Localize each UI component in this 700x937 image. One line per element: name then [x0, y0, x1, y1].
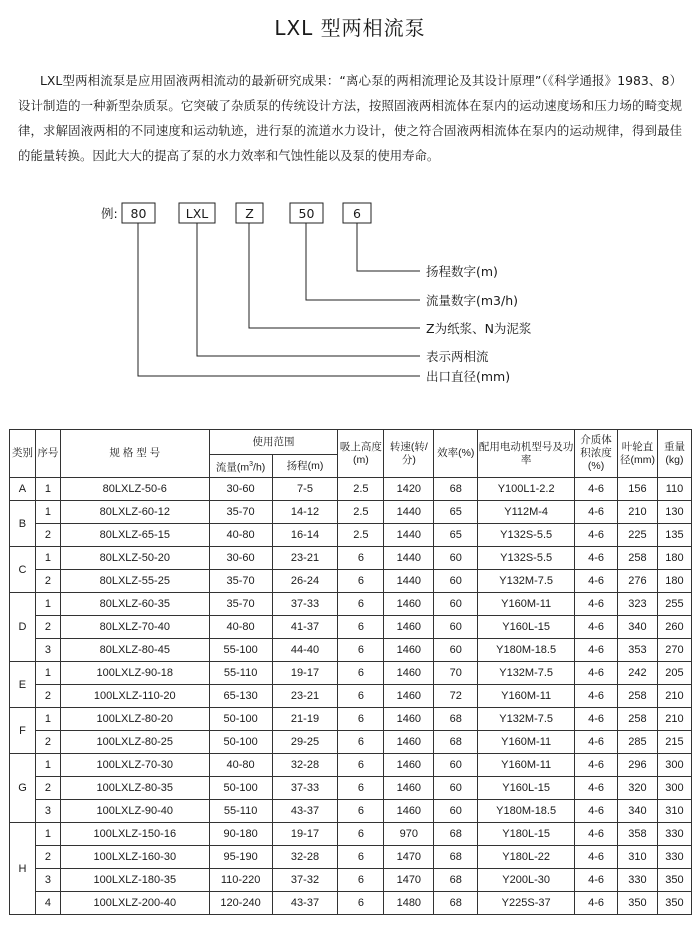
- cell-efficiency: 68: [434, 708, 478, 731]
- cell-model: 80LXLZ-55-25: [60, 570, 209, 593]
- cell-impeller: 350: [618, 892, 658, 915]
- cell-impeller: 340: [618, 616, 658, 639]
- cell-seq: 3: [35, 639, 60, 662]
- cell-flow: 30-60: [209, 547, 272, 570]
- cell-density: 4-6: [575, 662, 618, 685]
- cell-density: 4-6: [575, 616, 618, 639]
- cell-motor: Y225S-37: [478, 892, 575, 915]
- cell-suction: 6: [338, 570, 384, 593]
- code-diameter: 80: [130, 206, 147, 221]
- code-medium: Z: [245, 206, 254, 221]
- code-flow: 50: [298, 206, 315, 221]
- cell-flow: 65-130: [209, 685, 272, 708]
- cell-model: 100LXLZ-80-20: [60, 708, 209, 731]
- header-motor: 配用电动机型号及功率: [478, 430, 575, 478]
- cell-weight: 110: [657, 478, 691, 501]
- cell-suction: 6: [338, 869, 384, 892]
- table-row: [10, 616, 692, 639]
- cell-motor: Y160M-11: [478, 593, 575, 616]
- cell-weight: 135: [657, 524, 691, 547]
- header-category: 类别: [10, 430, 36, 478]
- cell-suction: 2.5: [338, 478, 384, 501]
- leader-line-type: [197, 223, 420, 356]
- cell-density: 4-6: [575, 892, 618, 915]
- cell-weight: 180: [657, 547, 691, 570]
- cell-seq: 2: [35, 846, 60, 869]
- cell-speed: 1460: [384, 662, 434, 685]
- table-row: [10, 524, 692, 547]
- cell-efficiency: 60: [434, 547, 478, 570]
- cell-impeller: 258: [618, 708, 658, 731]
- cell-weight: 350: [657, 892, 691, 915]
- cell-weight: 310: [657, 800, 691, 823]
- intro-paragraph: LXL型两相流泵是应用固液两相流动的最新研究成果：“离心泵的两相流理论及其设计原理”（《科学通报》1983、8）设计制造的一种新型杂质泵。它突破了杂质泵的传统设计方法，按照固液两相流体在泵内的运动速度场和压力场的畸变规律，求解固液两相的不同速度和运动轨迹，进行泵的流道水力设计，使之符合固液两相流体在泵内的运动规律，得到最佳的能量转换。因此大大的提高了泵的水力效率和气蚀性能以及泵的使用寿命。: [18, 73, 682, 163]
- model-code-diagram: [0, 196, 700, 406]
- table-row: [10, 800, 692, 823]
- cell-seq: 1: [35, 478, 60, 501]
- cell-suction: 2.5: [338, 501, 384, 524]
- cell-weight: 210: [657, 708, 691, 731]
- cell-head: 37-33: [272, 777, 338, 800]
- cell-head: 32-28: [272, 846, 338, 869]
- leader-line-flow: [306, 223, 420, 300]
- header-flow: [209, 455, 272, 478]
- cell-flow: 40-80: [209, 524, 272, 547]
- cell-motor: Y200L-30: [478, 869, 575, 892]
- cell-suction: 6: [338, 777, 384, 800]
- cell-model: 100LXLZ-180-35: [60, 869, 209, 892]
- cell-category: A: [10, 478, 36, 501]
- cell-speed: 1460: [384, 685, 434, 708]
- cell-model: 80LXLZ-50-6: [60, 478, 209, 501]
- cell-weight: 330: [657, 823, 691, 846]
- cell-model: 80LXLZ-50-20: [60, 547, 209, 570]
- example-prefix: 例:: [101, 206, 118, 221]
- cell-suction: 6: [338, 846, 384, 869]
- cell-motor: Y132S-5.5: [478, 547, 575, 570]
- header-flow-text: 流量(m: [215, 461, 250, 474]
- cell-head: 29-25: [272, 731, 338, 754]
- cell-speed: 1460: [384, 800, 434, 823]
- cell-flow: 35-70: [209, 501, 272, 524]
- table-row: [10, 777, 692, 800]
- cell-model: 100LXLZ-150-16: [60, 823, 209, 846]
- cell-density: 4-6: [575, 846, 618, 869]
- cell-weight: 300: [657, 777, 691, 800]
- cell-model: 80LXLZ-80-45: [60, 639, 209, 662]
- table-row: [10, 547, 692, 570]
- cell-density: 4-6: [575, 547, 618, 570]
- label-head: 扬程数字(m): [426, 264, 498, 279]
- cell-speed: 1440: [384, 524, 434, 547]
- cell-weight: 255: [657, 593, 691, 616]
- header-model: 规 格 型 号: [60, 430, 209, 478]
- table-row: [10, 662, 692, 685]
- cell-efficiency: 68: [434, 869, 478, 892]
- cell-head: 41-37: [272, 616, 338, 639]
- code-head: 6: [353, 206, 361, 221]
- cell-model: 100LXLZ-160-30: [60, 846, 209, 869]
- cell-flow: 110-220: [209, 869, 272, 892]
- cell-seq: 2: [35, 731, 60, 754]
- header-impeller: 叶轮直径(mm): [618, 430, 658, 478]
- cell-seq: 2: [35, 570, 60, 593]
- cell-efficiency: 68: [434, 846, 478, 869]
- cell-suction: 6: [338, 708, 384, 731]
- cell-motor: Y132M-7.5: [478, 662, 575, 685]
- cell-density: 4-6: [575, 823, 618, 846]
- cell-flow: 35-70: [209, 593, 272, 616]
- cell-density: 4-6: [575, 708, 618, 731]
- cell-seq: 3: [35, 869, 60, 892]
- cell-flow: 55-100: [209, 639, 272, 662]
- cell-speed: 1440: [384, 547, 434, 570]
- cell-weight: 215: [657, 731, 691, 754]
- cell-weight: 330: [657, 846, 691, 869]
- cell-speed: 1460: [384, 616, 434, 639]
- cell-model: 100LXLZ-200-40: [60, 892, 209, 915]
- cell-density: 4-6: [575, 570, 618, 593]
- code-type: LXL: [185, 206, 209, 221]
- label-type: 表示两相流: [426, 349, 489, 364]
- cell-head: 43-37: [272, 800, 338, 823]
- cell-impeller: 320: [618, 777, 658, 800]
- cell-model: 80LXLZ-60-35: [60, 593, 209, 616]
- cell-motor: Y160M-11: [478, 754, 575, 777]
- label-medium: Z为纸浆、N为泥浆: [426, 321, 532, 336]
- table-row: [10, 593, 692, 616]
- cell-seq: 2: [35, 524, 60, 547]
- cell-weight: 350: [657, 869, 691, 892]
- cell-flow: 35-70: [209, 570, 272, 593]
- table-row: [10, 685, 692, 708]
- cell-impeller: 210: [618, 501, 658, 524]
- cell-density: 4-6: [575, 501, 618, 524]
- cell-seq: 1: [35, 501, 60, 524]
- cell-impeller: 258: [618, 547, 658, 570]
- table-row: [10, 731, 692, 754]
- cell-seq: 2: [35, 685, 60, 708]
- cell-motor: Y100L1-2.2: [478, 478, 575, 501]
- cell-efficiency: 68: [434, 478, 478, 501]
- cell-speed: 1480: [384, 892, 434, 915]
- table-row: [10, 892, 692, 915]
- cell-model: 80LXLZ-70-40: [60, 616, 209, 639]
- cell-motor: Y160L-15: [478, 616, 575, 639]
- cell-density: 4-6: [575, 524, 618, 547]
- cell-density: 4-6: [575, 593, 618, 616]
- cell-head: 26-24: [272, 570, 338, 593]
- cell-suction: 6: [338, 616, 384, 639]
- spec-table: [9, 429, 692, 915]
- cell-efficiency: 60: [434, 639, 478, 662]
- leader-line-medium: [249, 223, 420, 328]
- cell-efficiency: 65: [434, 501, 478, 524]
- cell-density: 4-6: [575, 639, 618, 662]
- cell-model: 100LXLZ-110-20: [60, 685, 209, 708]
- cell-motor: Y160M-11: [478, 731, 575, 754]
- cell-category: H: [10, 823, 36, 915]
- cell-suction: 6: [338, 754, 384, 777]
- cell-weight: 300: [657, 754, 691, 777]
- cell-head: 37-33: [272, 593, 338, 616]
- label-diameter: 出口直径(mm): [426, 369, 511, 384]
- cell-head: 21-19: [272, 708, 338, 731]
- cell-motor: Y180L-15: [478, 823, 575, 846]
- cell-motor: Y160L-15: [478, 777, 575, 800]
- cell-category: F: [10, 708, 36, 754]
- cell-suction: 6: [338, 662, 384, 685]
- header-flow-sup: 3: [249, 460, 254, 468]
- cell-motor: Y180M-18.5: [478, 800, 575, 823]
- cell-speed: 1460: [384, 708, 434, 731]
- cell-speed: 1460: [384, 754, 434, 777]
- cell-motor: Y132S-5.5: [478, 524, 575, 547]
- cell-seq: 1: [35, 708, 60, 731]
- cell-impeller: 156: [618, 478, 658, 501]
- cell-head: 32-28: [272, 754, 338, 777]
- cell-flow: 30-60: [209, 478, 272, 501]
- table-row: [10, 754, 692, 777]
- cell-head: 19-17: [272, 662, 338, 685]
- header-weight: 重量(kg): [657, 430, 691, 478]
- cell-model: 100LXLZ-90-18: [60, 662, 209, 685]
- cell-weight: 270: [657, 639, 691, 662]
- cell-suction: 6: [338, 892, 384, 915]
- cell-flow: 40-80: [209, 754, 272, 777]
- table-row: [10, 639, 692, 662]
- spec-table-body: [10, 478, 692, 915]
- header-head: 扬程(m): [272, 455, 338, 478]
- cell-efficiency: 68: [434, 823, 478, 846]
- cell-suction: 6: [338, 800, 384, 823]
- cell-impeller: 358: [618, 823, 658, 846]
- header-flow-end: /h): [253, 461, 266, 474]
- cell-impeller: 242: [618, 662, 658, 685]
- cell-motor: Y180L-22: [478, 846, 575, 869]
- cell-flow: 120-240: [209, 892, 272, 915]
- cell-efficiency: 68: [434, 731, 478, 754]
- cell-seq: 1: [35, 547, 60, 570]
- cell-efficiency: 60: [434, 754, 478, 777]
- cell-motor: Y132M-7.5: [478, 708, 575, 731]
- cell-motor: Y112M-4: [478, 501, 575, 524]
- header-suction: 吸上高度(m): [338, 430, 384, 478]
- cell-density: 4-6: [575, 731, 618, 754]
- cell-head: 44-40: [272, 639, 338, 662]
- cell-speed: 1470: [384, 869, 434, 892]
- table-row: [10, 708, 692, 731]
- cell-efficiency: 68: [434, 892, 478, 915]
- cell-impeller: 323: [618, 593, 658, 616]
- cell-head: 14-12: [272, 501, 338, 524]
- cell-impeller: 225: [618, 524, 658, 547]
- cell-head: 37-32: [272, 869, 338, 892]
- cell-speed: 1460: [384, 731, 434, 754]
- cell-efficiency: 70: [434, 662, 478, 685]
- cell-suction: 2.5: [338, 524, 384, 547]
- cell-speed: 1440: [384, 570, 434, 593]
- header-range: 使用范围: [209, 430, 338, 455]
- cell-seq: 1: [35, 823, 60, 846]
- cell-seq: 1: [35, 662, 60, 685]
- cell-flow: 50-100: [209, 708, 272, 731]
- header-density: 介质体积浓度(%): [575, 430, 618, 478]
- cell-density: 4-6: [575, 869, 618, 892]
- cell-weight: 130: [657, 501, 691, 524]
- header-efficiency: 效率(%): [434, 430, 478, 478]
- cell-model: 100LXLZ-90-40: [60, 800, 209, 823]
- cell-category: E: [10, 662, 36, 708]
- header-seq: 序号: [35, 430, 60, 478]
- cell-motor: Y160M-11: [478, 685, 575, 708]
- cell-efficiency: 65: [434, 524, 478, 547]
- cell-weight: 260: [657, 616, 691, 639]
- cell-suction: 6: [338, 547, 384, 570]
- table-row: [10, 869, 692, 892]
- cell-suction: 6: [338, 823, 384, 846]
- label-flow: 流量数字(m3/h): [426, 293, 519, 308]
- cell-model: 80LXLZ-60-12: [60, 501, 209, 524]
- cell-density: 4-6: [575, 754, 618, 777]
- cell-impeller: 296: [618, 754, 658, 777]
- table-row: [10, 823, 692, 846]
- cell-flow: 55-110: [209, 800, 272, 823]
- cell-speed: 1460: [384, 777, 434, 800]
- table-row: [10, 478, 692, 501]
- cell-head: 23-21: [272, 547, 338, 570]
- cell-model: 100LXLZ-80-35: [60, 777, 209, 800]
- cell-flow: 40-80: [209, 616, 272, 639]
- cell-head: 16-14: [272, 524, 338, 547]
- cell-flow: 50-100: [209, 731, 272, 754]
- cell-impeller: 276: [618, 570, 658, 593]
- cell-speed: 1470: [384, 846, 434, 869]
- cell-flow: 55-110: [209, 662, 272, 685]
- cell-model: 80LXLZ-65-15: [60, 524, 209, 547]
- table-row: [10, 501, 692, 524]
- cell-seq: 2: [35, 777, 60, 800]
- cell-efficiency: 72: [434, 685, 478, 708]
- cell-suction: 6: [338, 593, 384, 616]
- cell-seq: 1: [35, 593, 60, 616]
- cell-seq: 1: [35, 754, 60, 777]
- cell-category: C: [10, 547, 36, 593]
- cell-model: 100LXLZ-80-25: [60, 731, 209, 754]
- page-title: LXL 型两相流泵: [274, 16, 426, 40]
- cell-impeller: 340: [618, 800, 658, 823]
- cell-seq: 3: [35, 800, 60, 823]
- cell-speed: 1460: [384, 593, 434, 616]
- cell-flow: 90-180: [209, 823, 272, 846]
- cell-flow: 95-190: [209, 846, 272, 869]
- cell-efficiency: 60: [434, 616, 478, 639]
- cell-flow: 50-100: [209, 777, 272, 800]
- cell-suction: 6: [338, 639, 384, 662]
- cell-impeller: 258: [618, 685, 658, 708]
- cell-head: 43-37: [272, 892, 338, 915]
- cell-weight: 180: [657, 570, 691, 593]
- cell-category: D: [10, 593, 36, 662]
- cell-model: 100LXLZ-70-30: [60, 754, 209, 777]
- cell-speed: 1440: [384, 501, 434, 524]
- cell-speed: 1420: [384, 478, 434, 501]
- cell-density: 4-6: [575, 777, 618, 800]
- header-speed: 转速(转/分): [384, 430, 434, 478]
- table-row: [10, 846, 692, 869]
- cell-weight: 210: [657, 685, 691, 708]
- cell-efficiency: 60: [434, 777, 478, 800]
- cell-impeller: 330: [618, 869, 658, 892]
- cell-seq: 2: [35, 616, 60, 639]
- cell-head: 23-21: [272, 685, 338, 708]
- cell-suction: 6: [338, 731, 384, 754]
- cell-speed: 1460: [384, 639, 434, 662]
- cell-category: G: [10, 754, 36, 823]
- cell-category: B: [10, 501, 36, 547]
- cell-head: 19-17: [272, 823, 338, 846]
- cell-impeller: 353: [618, 639, 658, 662]
- cell-head: 7-5: [272, 478, 338, 501]
- cell-density: 4-6: [575, 685, 618, 708]
- cell-efficiency: 60: [434, 570, 478, 593]
- cell-weight: 205: [657, 662, 691, 685]
- cell-suction: 6: [338, 685, 384, 708]
- cell-impeller: 285: [618, 731, 658, 754]
- cell-motor: Y132M-7.5: [478, 570, 575, 593]
- cell-motor: Y180M-18.5: [478, 639, 575, 662]
- cell-efficiency: 60: [434, 593, 478, 616]
- cell-impeller: 310: [618, 846, 658, 869]
- table-row: [10, 570, 692, 593]
- cell-density: 4-6: [575, 478, 618, 501]
- cell-seq: 4: [35, 892, 60, 915]
- cell-density: 4-6: [575, 800, 618, 823]
- cell-speed: 970: [384, 823, 434, 846]
- leader-line-head: [357, 223, 420, 271]
- cell-efficiency: 60: [434, 800, 478, 823]
